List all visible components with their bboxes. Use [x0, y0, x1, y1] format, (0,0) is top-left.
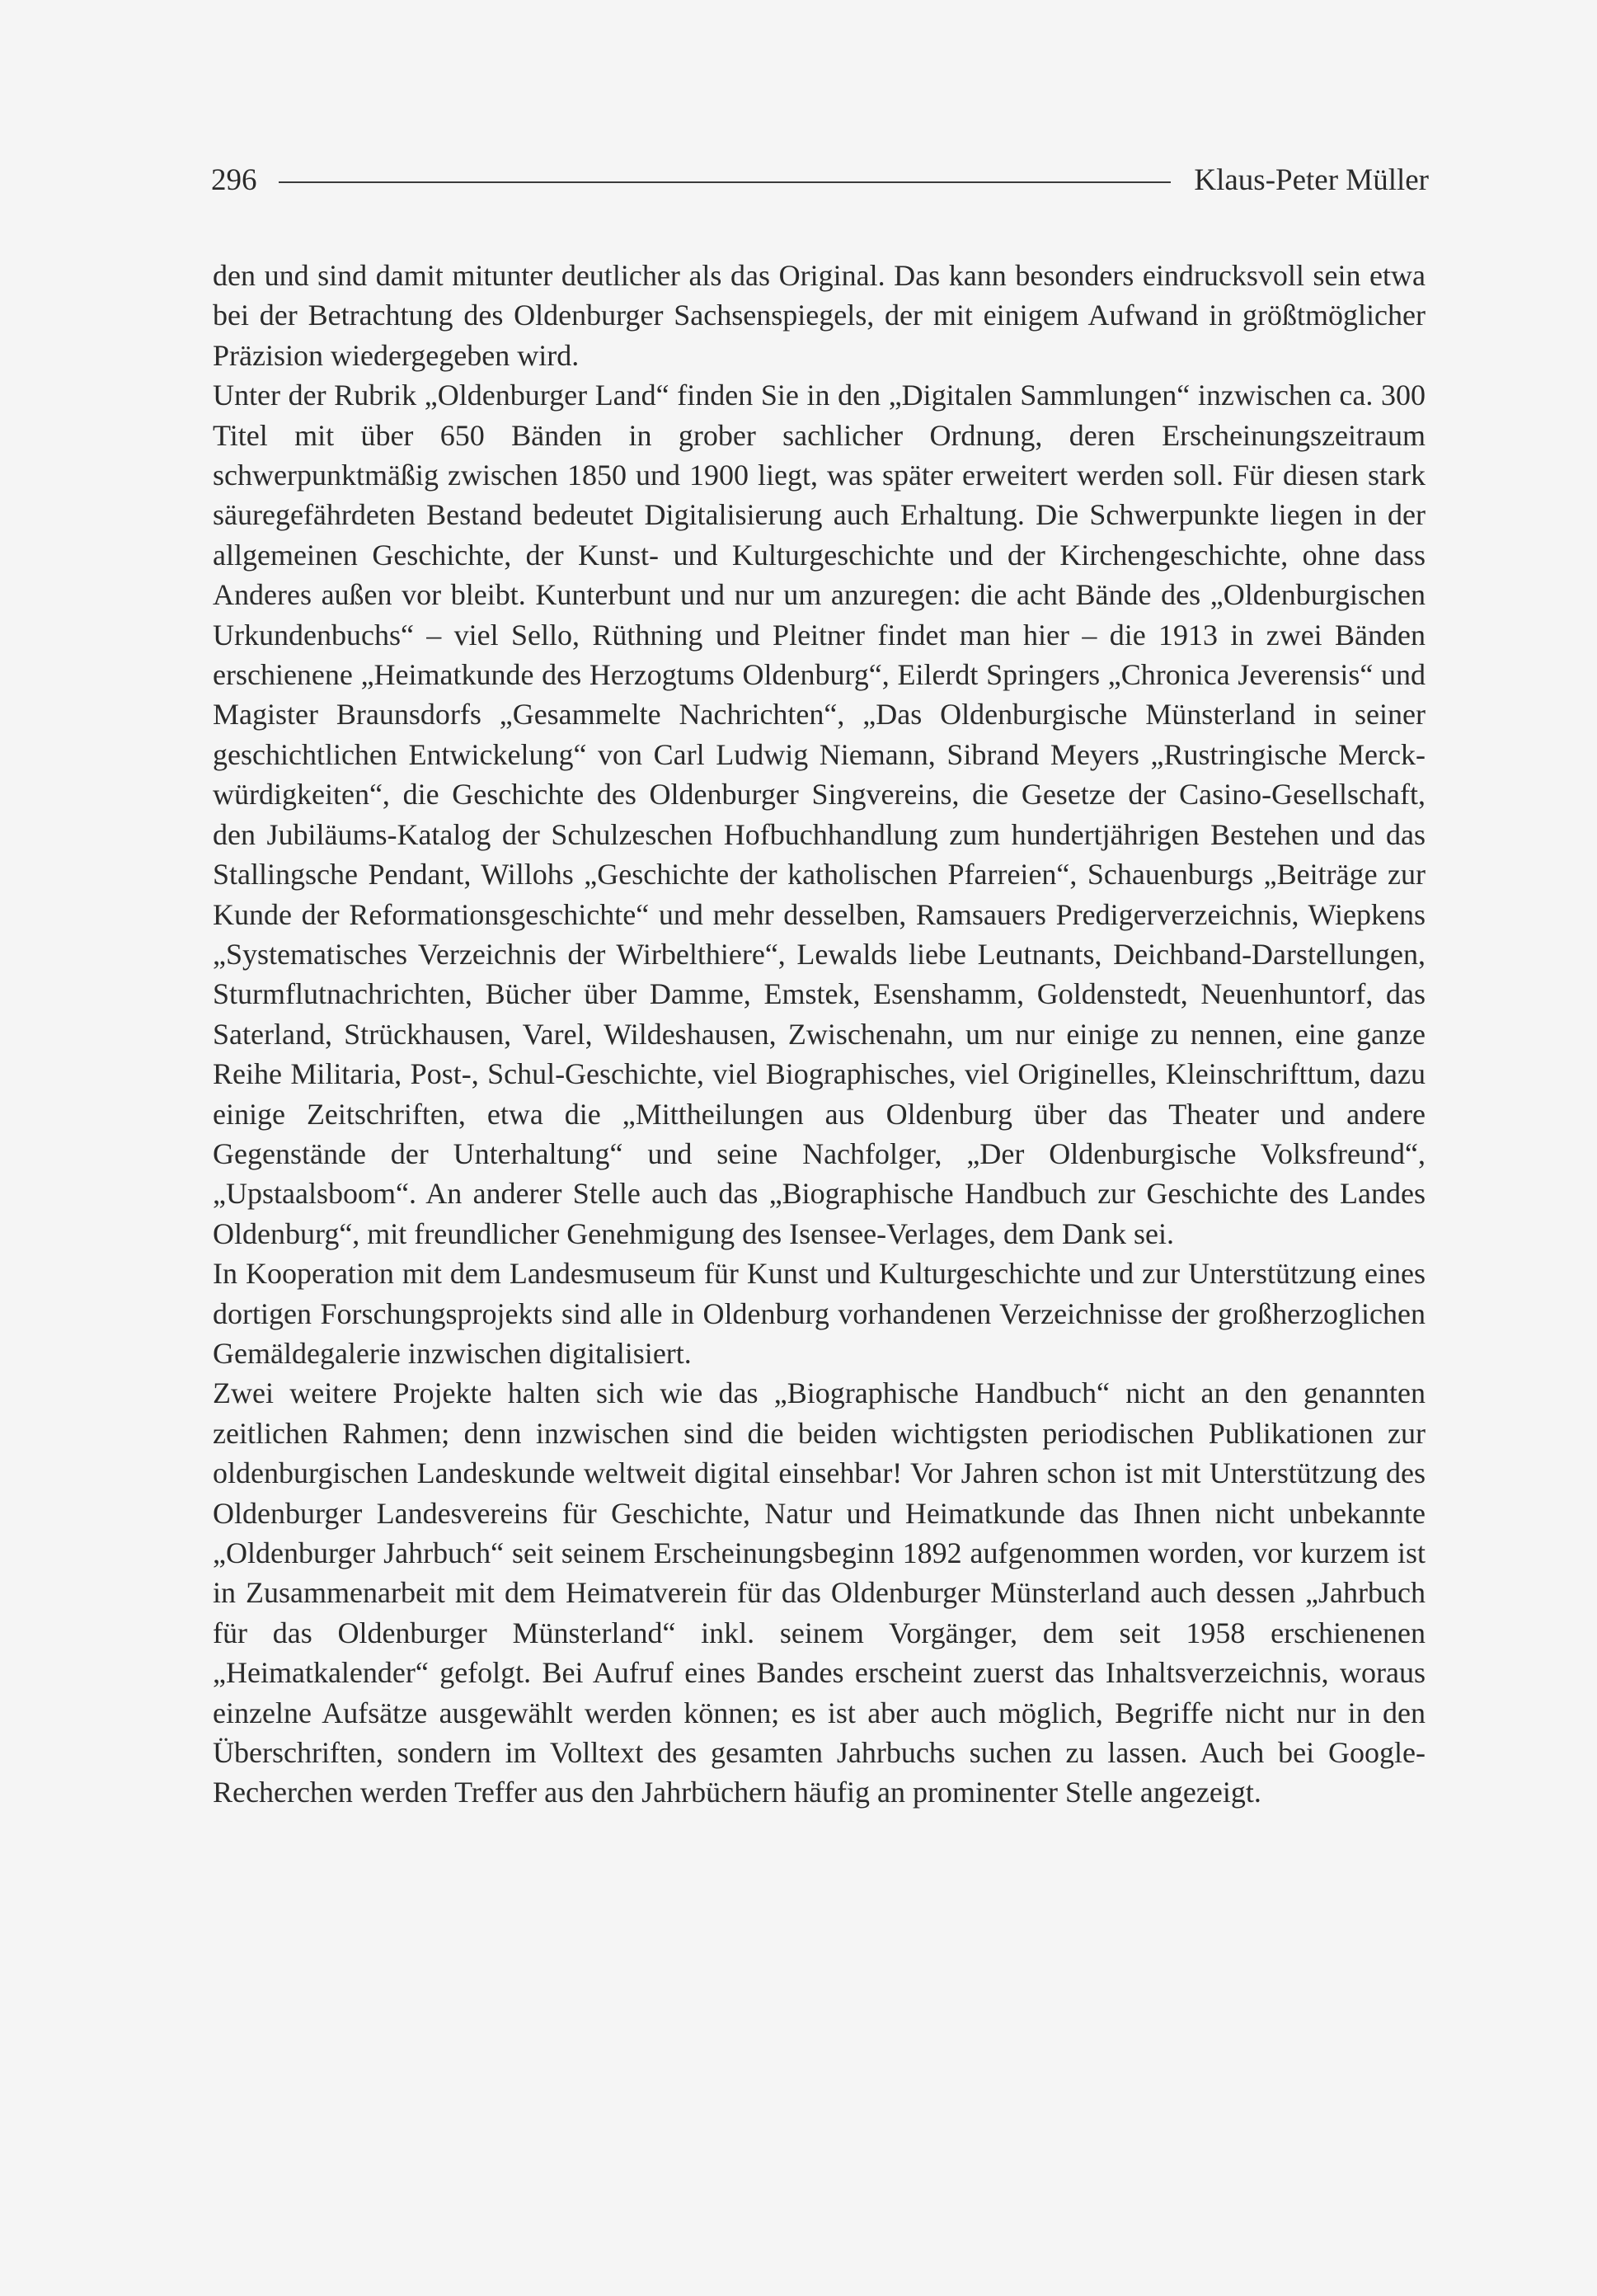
paragraph-3: In Kooperation mit dem Landesmuseum für Kunst und Kulturgeschichte und zur Unterstützung eines dortigen Forschungsprojekts sind alle in Oldenburg vorhandenen Verzeichnisse der großherzoglichen Gemäldegalerie inzwischen digitalisiert.	[213, 1257, 1426, 1370]
body-text	[213, 256, 1426, 1813]
running-header	[211, 155, 1429, 205]
running-header-author: Klaus-Peter Müller	[1194, 162, 1429, 197]
paragraph-4: Zwei weitere Projekte halten sich wie das „Biographische Handbuch“ nicht an den genannten zeitlichen Rahmen; denn inzwischen sind die beiden wichtigsten periodischen Publikationen zur oldenburgischen Landeskunde weltweit digital einsehbar! Vor Jahren schon ist mit Unterstützung des Oldenburger Landesvereins für Geschichte, Natur und Heimatkunde das Ihnen nicht unbekannte „Oldenburger Jahrbuch“ seit seinem Erscheinungsbeginn 1892 aufgenommen worden, vor kurzem ist in Zusammenarbeit mit dem Heimatverein für das Oldenburger Münsterland auch dessen „Jahrbuch für das Oldenburger Münsterland“ inkl. seinem Vorgänger, dem seit 1958 erschienenen „Heimatkalender“ gefolgt. Bei Aufruf eines Bandes erscheint zuerst das Inhaltsverzeichnis, woraus einzelne Aufsätze ausgewählt werden können; es ist aber auch möglich, Begriffe nicht nur in den Überschriften, sondern im Volltext des gesamten Jahrbuchs suchen zu lassen. Auch bei Google-Recherchen werden Treffer aus den Jahrbüchern häufig an prominenter Stelle angezeigt.	[213, 1376, 1426, 1809]
paragraph-2: Unter der Rubrik „Oldenburger Land“ finden Sie in den „Digitalen Sammlungen“ inzwischen ca. 300 Titel mit über 650 Bänden in grober sachlicher Ordnung, deren Erscheinungszeitraum schwerpunktmäßig zwischen 1850 und 1900 liegt, was später erweitert werden soll. Für diesen stark säuregefährdeten Bestand bedeutet Digitalisierung auch Erhaltung. Die Schwerpunkte liegen in der allgemeinen Geschichte, der Kunst- und Kulturgeschichte und der Kirchengeschichte, ohne dass Anderes außen vor bleibt. Kunterbunt und nur um anzuregen: die acht Bände des „Oldenburgischen Urkundenbuchs“ – viel Sello, Rüthning und Pleitner findet man hier – die 1913 in zwei Bänden erschienene „Heimatkunde des Herzogtums Oldenburg“, Eilerdt Springers „Chronica Jeverensis“ und Magister Braunsdorfs „Gesammelte Nachrichten“, „Das Oldenburgische Münsterland in seiner geschichtlichen Entwickelung“ von Carl Ludwig Niemann, Sibrand Meyers „Rustringische Merckwürdigkeiten“, die Geschichte des Oldenburger Singvereins, die Gesetze der Casino-Gesellschaft, den Jubiläums-Katalog der Schulzeschen Hofbuchhandlung zum hundertjährigen Bestehen und das Stallingsche Pendant, Willohs „Geschichte der katholischen Pfarreien“, Schauenburgs „Beiträge zur Kunde der Reformationsgeschichte“ und mehr desselben, Ramsauers Predigerverzeichnis, Wiepkens „Systematisches Verzeichnis der Wirbelthiere“, Lewalds liebe Leutnants, Deichband-Darstellungen, Sturmflutnachrichten, Bücher über Damme, Emstek, Esenshamm, Goldenstedt, Neuenhuntorf, das Saterland, Strückhausen, Varel, Wildeshausen, Zwischenahn, um nur einige zu nennen, eine ganze Reihe Militaria, Post-, Schul-Geschichte, viel Biographisches, viel Originelles, Kleinschrifttum, dazu einige Zeitschriften, etwa die „Mittheilungen aus Oldenburg über das Theater und andere Gegenstände der Unterhaltung“ und seine Nachfolger, „Der Oldenburgische Volksfreund“, „Upstaalsboom“. An anderer Stelle auch das „Biographische Handbuch zur Geschichte des Landes Oldenburg“, mit freundlicher Genehmigung des Isensee-Verlages, dem Dank sei.	[213, 379, 1426, 1250]
page-number: 296	[211, 162, 257, 197]
paragraph-1: den und sind damit mitunter deutlicher als das Original. Das kann besonders eindrucksvoll sein etwa bei der Betrachtung des Oldenburger Sachsenspiegels, der mit einigem Aufwand in größtmöglicher Präzision wiedergegeben wird.	[213, 259, 1426, 372]
header-rule	[279, 181, 1172, 183]
